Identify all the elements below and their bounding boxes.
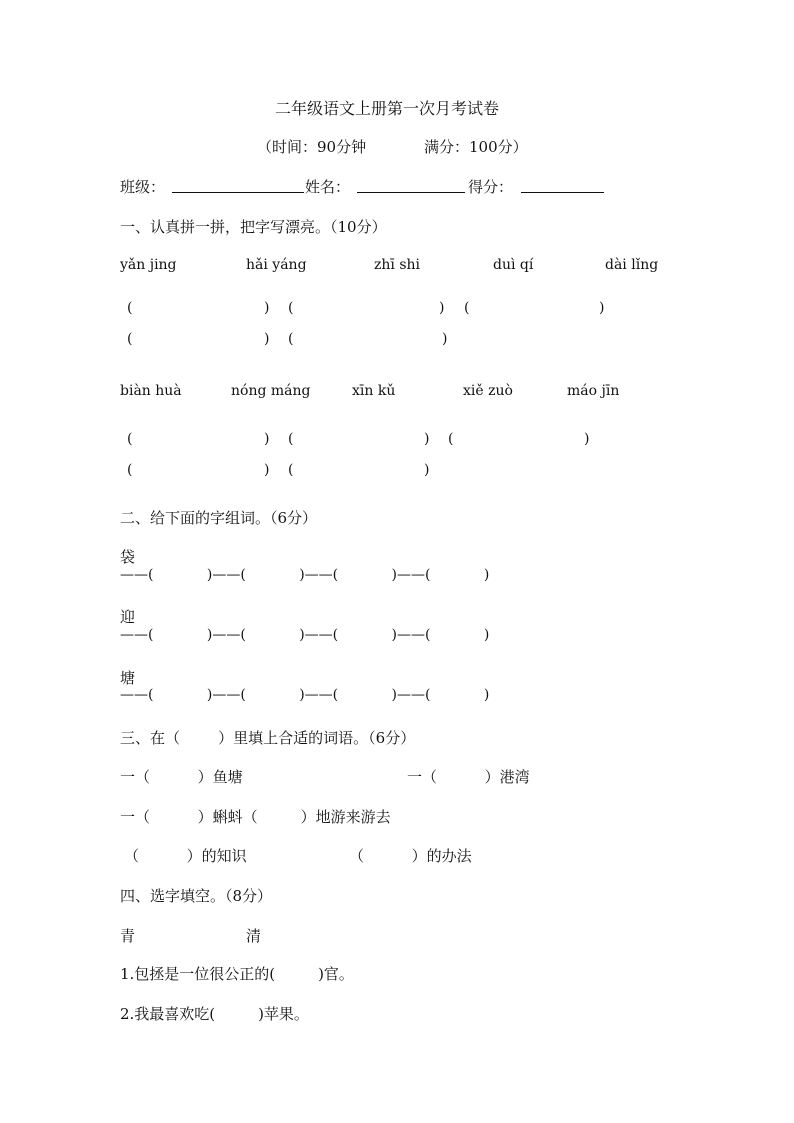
score-label: 得分： [468,178,514,196]
answer-paren-close: ) [599,300,605,316]
answer-paren-open: ( [288,431,294,447]
word-group-row-1: ——( )——( )——( )——( ) [120,567,490,583]
pinyin-5: dài lǐng [605,257,659,273]
answer-paren-open: ( [127,331,133,347]
answer-paren-close: ) [442,331,448,347]
pinyin-4: duì qí [493,257,534,273]
question-2: 2.我最喜欢吃( )苹果。 [120,1005,309,1023]
section-1-heading: 一、认真拼一拼，把字写漂亮。（10分） [120,218,387,236]
fill-item-4: （ ）的知识 [124,847,247,865]
page-title: 二年级语文上册第一次月考试卷 [275,99,500,118]
exam-time: （时间：90分钟 [257,138,367,156]
class-blank[interactable] [172,192,304,193]
word-char-1: 袋 [120,548,136,566]
score-blank[interactable] [521,192,604,193]
answer-paren-open: ( [127,300,133,316]
option-char-1: 青 [120,927,136,945]
pinyin-3: zhī shi [374,257,420,273]
answer-paren-close: ) [264,462,270,478]
answer-paren-open: ( [127,431,133,447]
pinyin-6: biàn huà [120,383,182,399]
name-label: 姓名： [305,178,351,196]
answer-paren-close: ) [424,462,430,478]
answer-paren-open: ( [127,462,133,478]
pinyin-8: xīn kǔ [352,383,396,399]
word-group-row-2: ——( )——( )——( )——( ) [120,627,490,643]
word-char-2: 迎 [120,608,136,626]
question-1: 1.包拯是一位很公正的( )官。 [120,965,354,983]
fill-item-2: 一（ ）港湾 [407,768,530,786]
pinyin-7: nóng máng [231,383,311,399]
fill-item-1: 一（ ）鱼塘 [120,768,243,786]
answer-paren-open: ( [464,300,470,316]
pinyin-10: máo jīn [567,383,620,399]
answer-paren-close: ) [264,431,270,447]
answer-paren-close: ) [439,300,445,316]
answer-paren-close: ) [424,431,430,447]
pinyin-2: hǎi yáng [246,257,307,273]
section-3-heading: 三、在（ ）里填上合适的词语。（6分） [120,729,416,747]
name-blank[interactable] [357,192,465,193]
class-label: 班级： [120,178,166,196]
section-4-heading: 四、选字填空。（8分） [120,887,273,905]
fill-item-3: 一（ ）蝌蚪（ ）地游来游去 [120,808,391,826]
answer-paren-open: ( [288,300,294,316]
answer-paren-close: ) [264,331,270,347]
exam-full-score: 满分：100分） [424,138,528,156]
answer-paren-close: ) [584,431,590,447]
option-char-2: 清 [246,927,262,945]
section-2-heading: 二、给下面的字组词。（6分） [120,509,318,527]
answer-paren-open: ( [288,331,294,347]
pinyin-9: xiě zuò [463,383,513,399]
answer-paren-open: ( [448,431,454,447]
fill-item-5: （ ）的办法 [349,847,472,865]
answer-paren-open: ( [288,462,294,478]
word-char-3: 塘 [120,669,136,687]
answer-paren-close: ) [264,300,270,316]
word-group-row-3: ——( )——( )——( )——( ) [120,687,490,703]
pinyin-1: yǎn jing [120,257,177,273]
